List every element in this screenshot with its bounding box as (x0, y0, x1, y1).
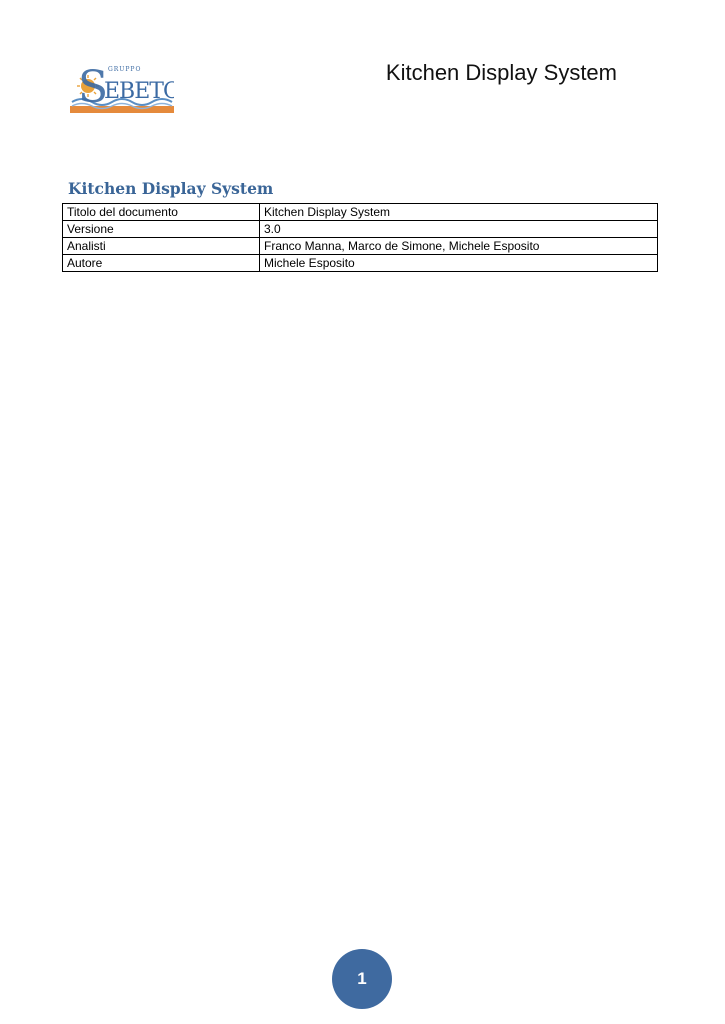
row-value: Kitchen Display System (260, 204, 658, 221)
row-label: Titolo del documento (63, 204, 260, 221)
page-number: 1 (357, 969, 367, 988)
table-row (63, 238, 658, 255)
table-row (63, 255, 658, 272)
table-row (63, 204, 658, 221)
section-heading: Kitchen Display System (68, 179, 274, 198)
svg-text:S: S (78, 62, 109, 113)
svg-text:EBETO: EBETO (104, 79, 174, 104)
row-value: Michele Esposito (260, 255, 658, 272)
company-logo (70, 58, 174, 116)
row-label: Versione (63, 221, 260, 238)
document-header-title: Kitchen Display System (385, 60, 617, 85)
page-number-badge (332, 949, 392, 1009)
row-value: Franco Manna, Marco de Simone, Michele Esposito (260, 238, 658, 255)
document-info-table (62, 203, 658, 272)
row-label: Autore (63, 255, 260, 272)
svg-text:GRUPPO: GRUPPO (108, 66, 142, 73)
row-value: 3.0 (260, 221, 658, 238)
row-label: Analisti (63, 238, 260, 255)
table-row (63, 221, 658, 238)
